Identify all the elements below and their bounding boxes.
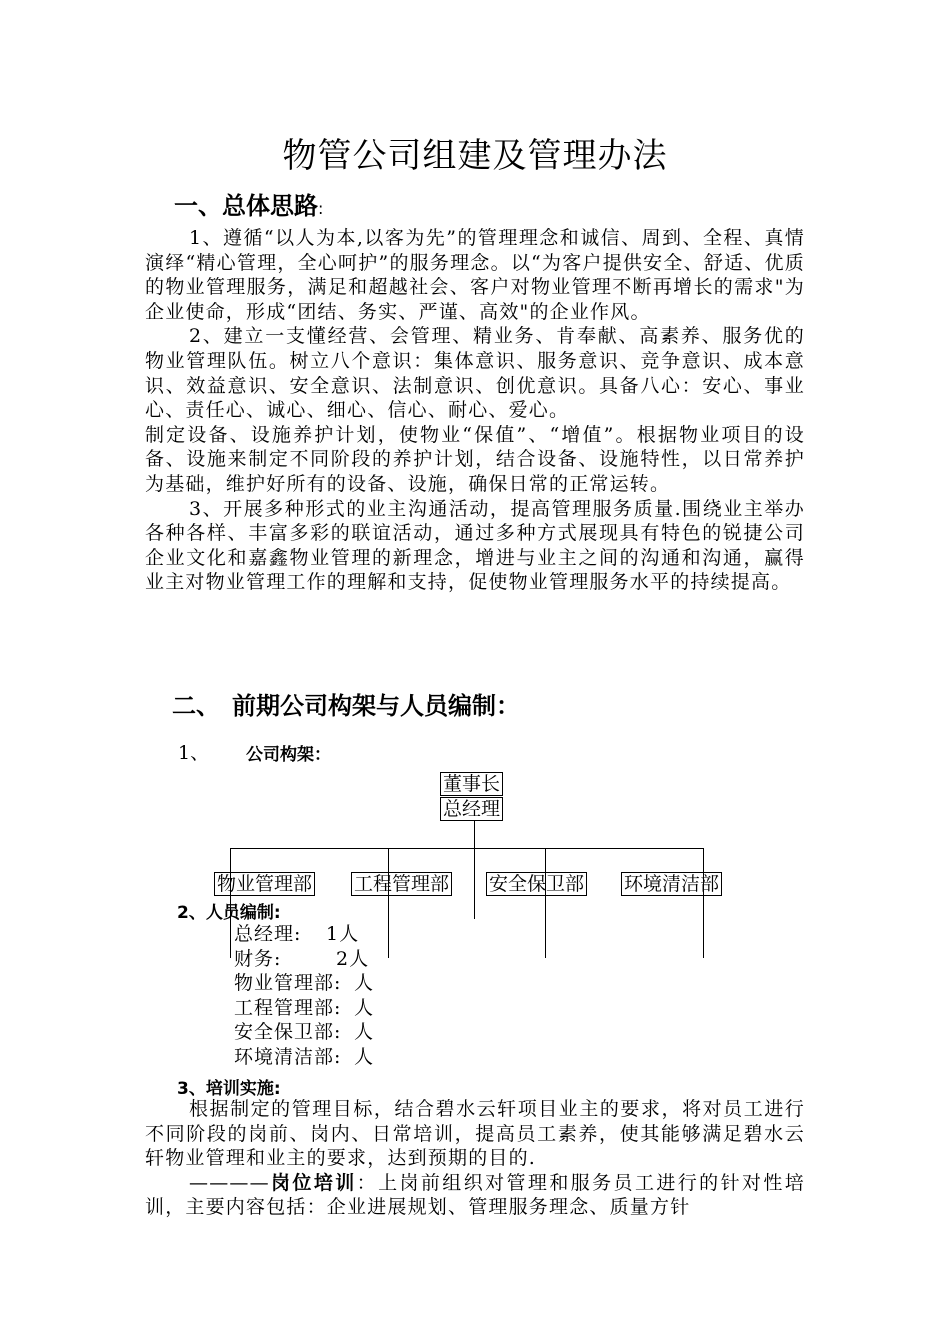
training-body: [145, 1097, 805, 1220]
org-trunk-line: [474, 821, 475, 919]
sub1-label: 公司构架：: [246, 745, 331, 765]
staff-role: 工程管理部:: [234, 996, 342, 1019]
sub1-number: 1、: [178, 742, 210, 764]
org-drop-line-4: [703, 848, 704, 958]
sub2-label: 2、人员编制:: [177, 903, 281, 923]
training-text: ：上岗前组织对管理和服务员工进行的针对性培训，主要内容包括：企业进展规划、管理服务理念、质量方针: [145, 1171, 805, 1219]
document-title: 物管公司组建及管理办法: [282, 136, 668, 176]
staff-count: 人: [354, 972, 375, 994]
org-chairman-box: 董事长: [440, 772, 503, 796]
org-gm-box: 总经理: [440, 797, 503, 821]
paragraph-1: 1、遵循“以人为本,以客为先”的管理理念和诚信、周到、全程、真情演绎“精心管理，全心呵护”的服务理念。以“为客户提供安全、舒适、优质的物业管理服务，满足和超越社会、客户对物业管理不断再增长的需求"为企业使命，形成“团结、务实、严谨、高效"的企业作风。: [145, 227, 805, 323]
training-paragraph-2: [145, 1171, 805, 1220]
org-dept-property: 物业管理部: [214, 872, 315, 896]
section1-heading-colon: :: [318, 199, 324, 218]
staff-list-depts: [234, 971, 374, 1069]
paragraph-2b: 制定设备、设施养护计划，使物业“保值”、“增值”。根据物业项目的设备、设施来制定不同阶段的养护计划，结合设备、设施特性，以日常养护为基础，维护好所有的设备、设施，确保日常的正常运转。: [145, 423, 805, 495]
staff-count: 1人: [326, 923, 360, 945]
org-dept-security: 安全保卫部: [486, 872, 587, 896]
staff-row: [234, 947, 369, 972]
staff-list-top: [234, 922, 369, 971]
staff-role: 总经理:: [234, 923, 302, 945]
sub3-label: 3、培训实施:: [177, 1079, 281, 1099]
training-dash: ————: [189, 1171, 270, 1194]
staff-count: 人: [354, 996, 375, 1019]
staff-count: 人: [354, 1045, 375, 1068]
staff-row: [234, 1045, 374, 1070]
staff-role: 环境清洁部:: [234, 1045, 342, 1068]
staff-row: [234, 922, 369, 947]
org-drop-line-2: [388, 848, 389, 958]
staff-role: 财务:: [234, 947, 282, 970]
org-branch-line: [230, 848, 704, 849]
staff-role: 安全保卫部:: [234, 1021, 342, 1044]
staff-count: 2人: [336, 947, 370, 970]
org-drop-line-3: [545, 848, 546, 958]
training-bold-label: 岗位培训: [269, 1171, 357, 1194]
section2-heading: 二、 前期公司构架与人员编制：: [172, 692, 520, 720]
staff-role: 物业管理部:: [234, 972, 342, 994]
section1-body: [145, 226, 805, 595]
staff-row: [234, 971, 374, 996]
training-paragraph: 根据制定的管理目标，结合碧水云轩项目业主的要求，将对员工进行不同阶段的岗前、岗内、日常培训，提高员工素养，使其能够满足碧水云轩物业管理和业主的要求，达到预期的目的.: [145, 1098, 805, 1170]
section1-heading-text: 一、总体思路: [174, 192, 318, 220]
org-dept-cleaning: 环境清洁部: [621, 872, 722, 896]
section1-heading: [174, 186, 323, 221]
paragraph-2: 2、建立一支懂经营、会管理、精业务、肯奉献、高素养、服务优的物业管理队伍。树立八个意识：集体意识、服务意识、竞争意识、成本意识、效益意识、安全意识、法制意识、创优意识。具备八心：安心、事业心、责任心、诚心、细心、信心、耐心、爱心。: [145, 325, 805, 422]
staff-row: [234, 1020, 374, 1045]
paragraph-3: 3、开展多种形式的业主沟通活动，提高管理服务质量.围绕业主举办各种各样、丰富多彩的联谊活动，通过多种方式展现具有特色的锐捷公司企业文化和嘉鑫物业管理的新理念，增进与业主之间的沟通和沟通，赢得业主对物业管理工作的理解和支持，促使物业管理服务水平的持续提高。: [145, 497, 805, 594]
org-dept-engineering: 工程管理部: [351, 872, 452, 896]
staff-count: 人: [354, 1021, 375, 1044]
staff-row: [234, 996, 374, 1021]
